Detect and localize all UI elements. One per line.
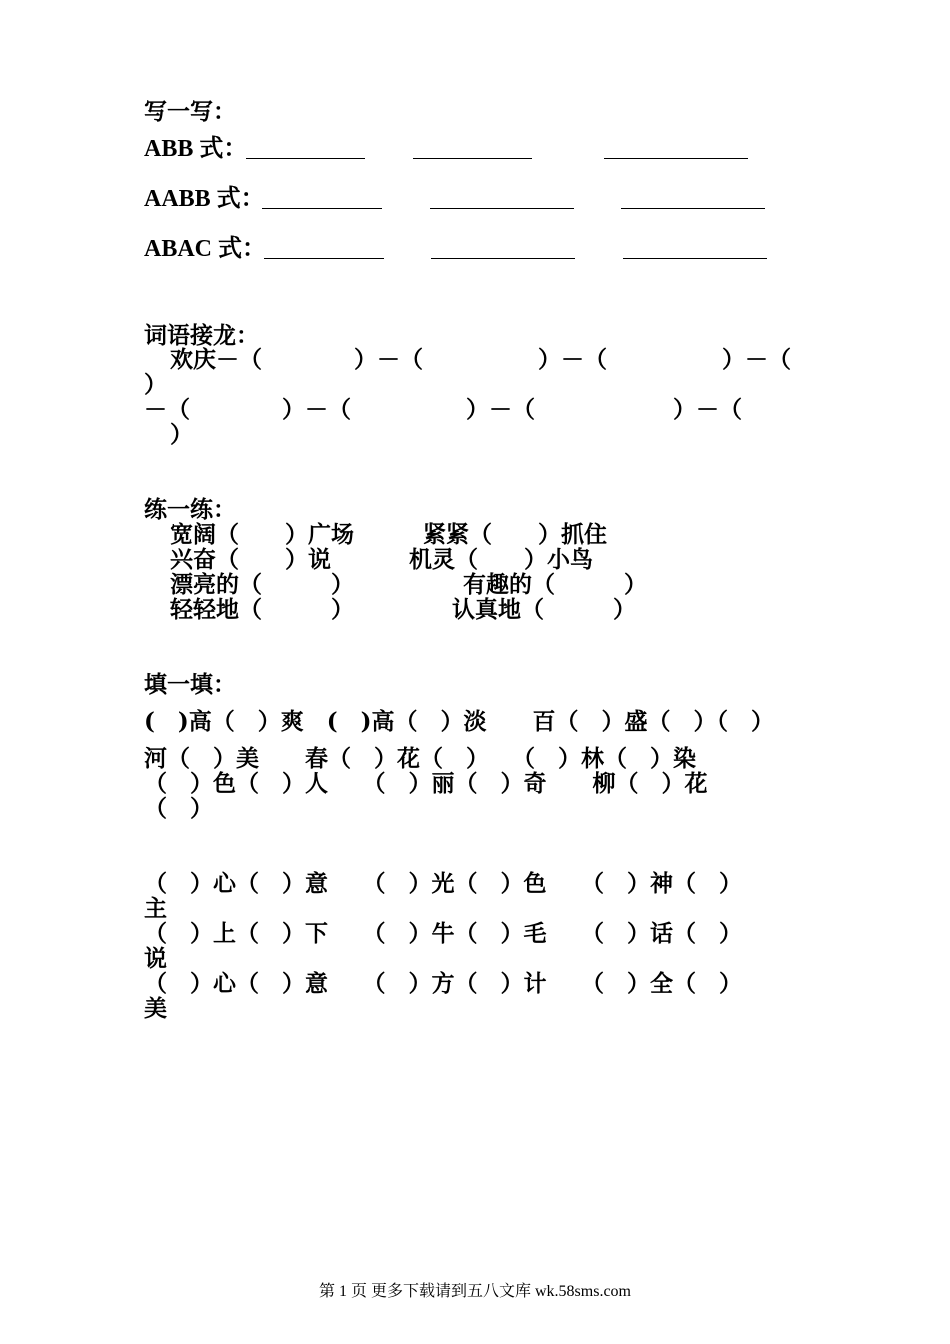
aabb-blank-2[interactable] <box>430 208 574 209</box>
fill-row-2: 河（ ）美 春（ ）花（ ） （ ）林（ ）染 <box>144 745 696 772</box>
abac-blank-2[interactable] <box>431 258 575 259</box>
fill-row-3: （ ）色（ ）人 （ ）丽（ ）奇 柳（ ）花 <box>144 770 708 797</box>
abb-blank-2[interactable] <box>413 158 532 159</box>
idiom-row: （ ）心（ ）意 （ ）光（ ）色 （ ）神（ ） <box>144 870 742 897</box>
abb-blank-1[interactable] <box>246 158 365 159</box>
chain-line-2: ） <box>144 371 167 398</box>
idiom-row: （ ）心（ ）意 （ ）方（ ）计 （ ）全（ ） <box>144 970 742 997</box>
abb-blank-3[interactable] <box>604 158 748 159</box>
idiom-row: （ ）上（ ）下 （ ）牛（ ）毛 （ ）话（ ） <box>144 920 742 947</box>
practice-item: 有趣的（ ） <box>463 571 647 598</box>
abac-label: ABAC 式： <box>144 236 267 262</box>
chain-heading: 词语接龙： <box>144 322 259 349</box>
practice-item: 轻轻地（ ） <box>170 596 354 623</box>
idiom-row-tail: 美 <box>144 995 167 1022</box>
abb-label: ABB 式： <box>144 136 248 162</box>
practice-item: 认真地（ ） <box>452 596 636 623</box>
practice-item: 漂亮的（ ） <box>170 571 354 598</box>
abac-blank-3[interactable] <box>623 258 767 259</box>
practice-item: 机灵（ ）小鸟 <box>409 546 593 573</box>
practice-item: 宽阔（ ）广场 <box>170 521 354 548</box>
idiom-row-tail: 说 <box>144 945 167 972</box>
aabb-label: AABB 式： <box>144 186 265 212</box>
page-footer: 第 1 页 更多下载请到五八文库 wk.58sms.com <box>318 1283 631 1300</box>
write-heading: 写一写： <box>144 98 236 125</box>
practice-heading: 练一练： <box>144 496 236 523</box>
abac-blank-1[interactable] <box>264 258 384 259</box>
chain-line-3: －（ ）－（ ）－（ ）－（ <box>144 396 742 423</box>
idiom-row-tail: 主 <box>144 895 167 922</box>
chain-line-4: ） <box>170 421 193 448</box>
fill-heading: 填一填： <box>144 671 236 698</box>
aabb-blank-3[interactable] <box>621 208 765 209</box>
fill-row-4: （ ） <box>144 795 213 822</box>
practice-item: 紧紧（ ）抓住 <box>423 521 607 548</box>
chain-line-1: 欢庆－（ ）－（ ）－（ ）－（ <box>170 346 791 373</box>
fill-row-1: ( )高（ ）爽 ( )高（ ）淡 百（ ）盛（ ）（ ） <box>144 708 775 735</box>
practice-item: 兴奋（ ）说 <box>170 546 331 573</box>
aabb-blank-1[interactable] <box>262 208 382 209</box>
